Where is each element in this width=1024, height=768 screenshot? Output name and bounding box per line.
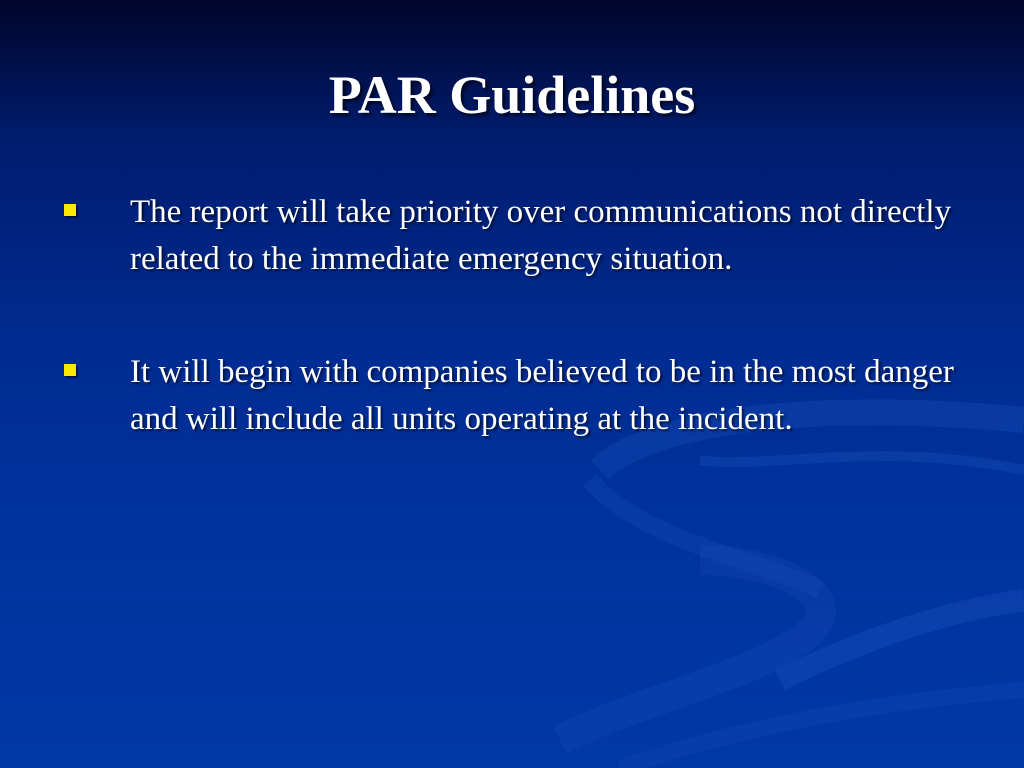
bullet-text: The report will take priority over communications not directly related to the immediate emergency situation. (130, 194, 952, 277)
square-bullet-icon (64, 204, 76, 216)
slide-title: PAR Guidelines (328, 65, 696, 125)
bullet-text: It will begin with companies believed to be in the most danger and will include all units operating at the incident. (130, 354, 954, 437)
square-bullet-icon (64, 364, 76, 376)
